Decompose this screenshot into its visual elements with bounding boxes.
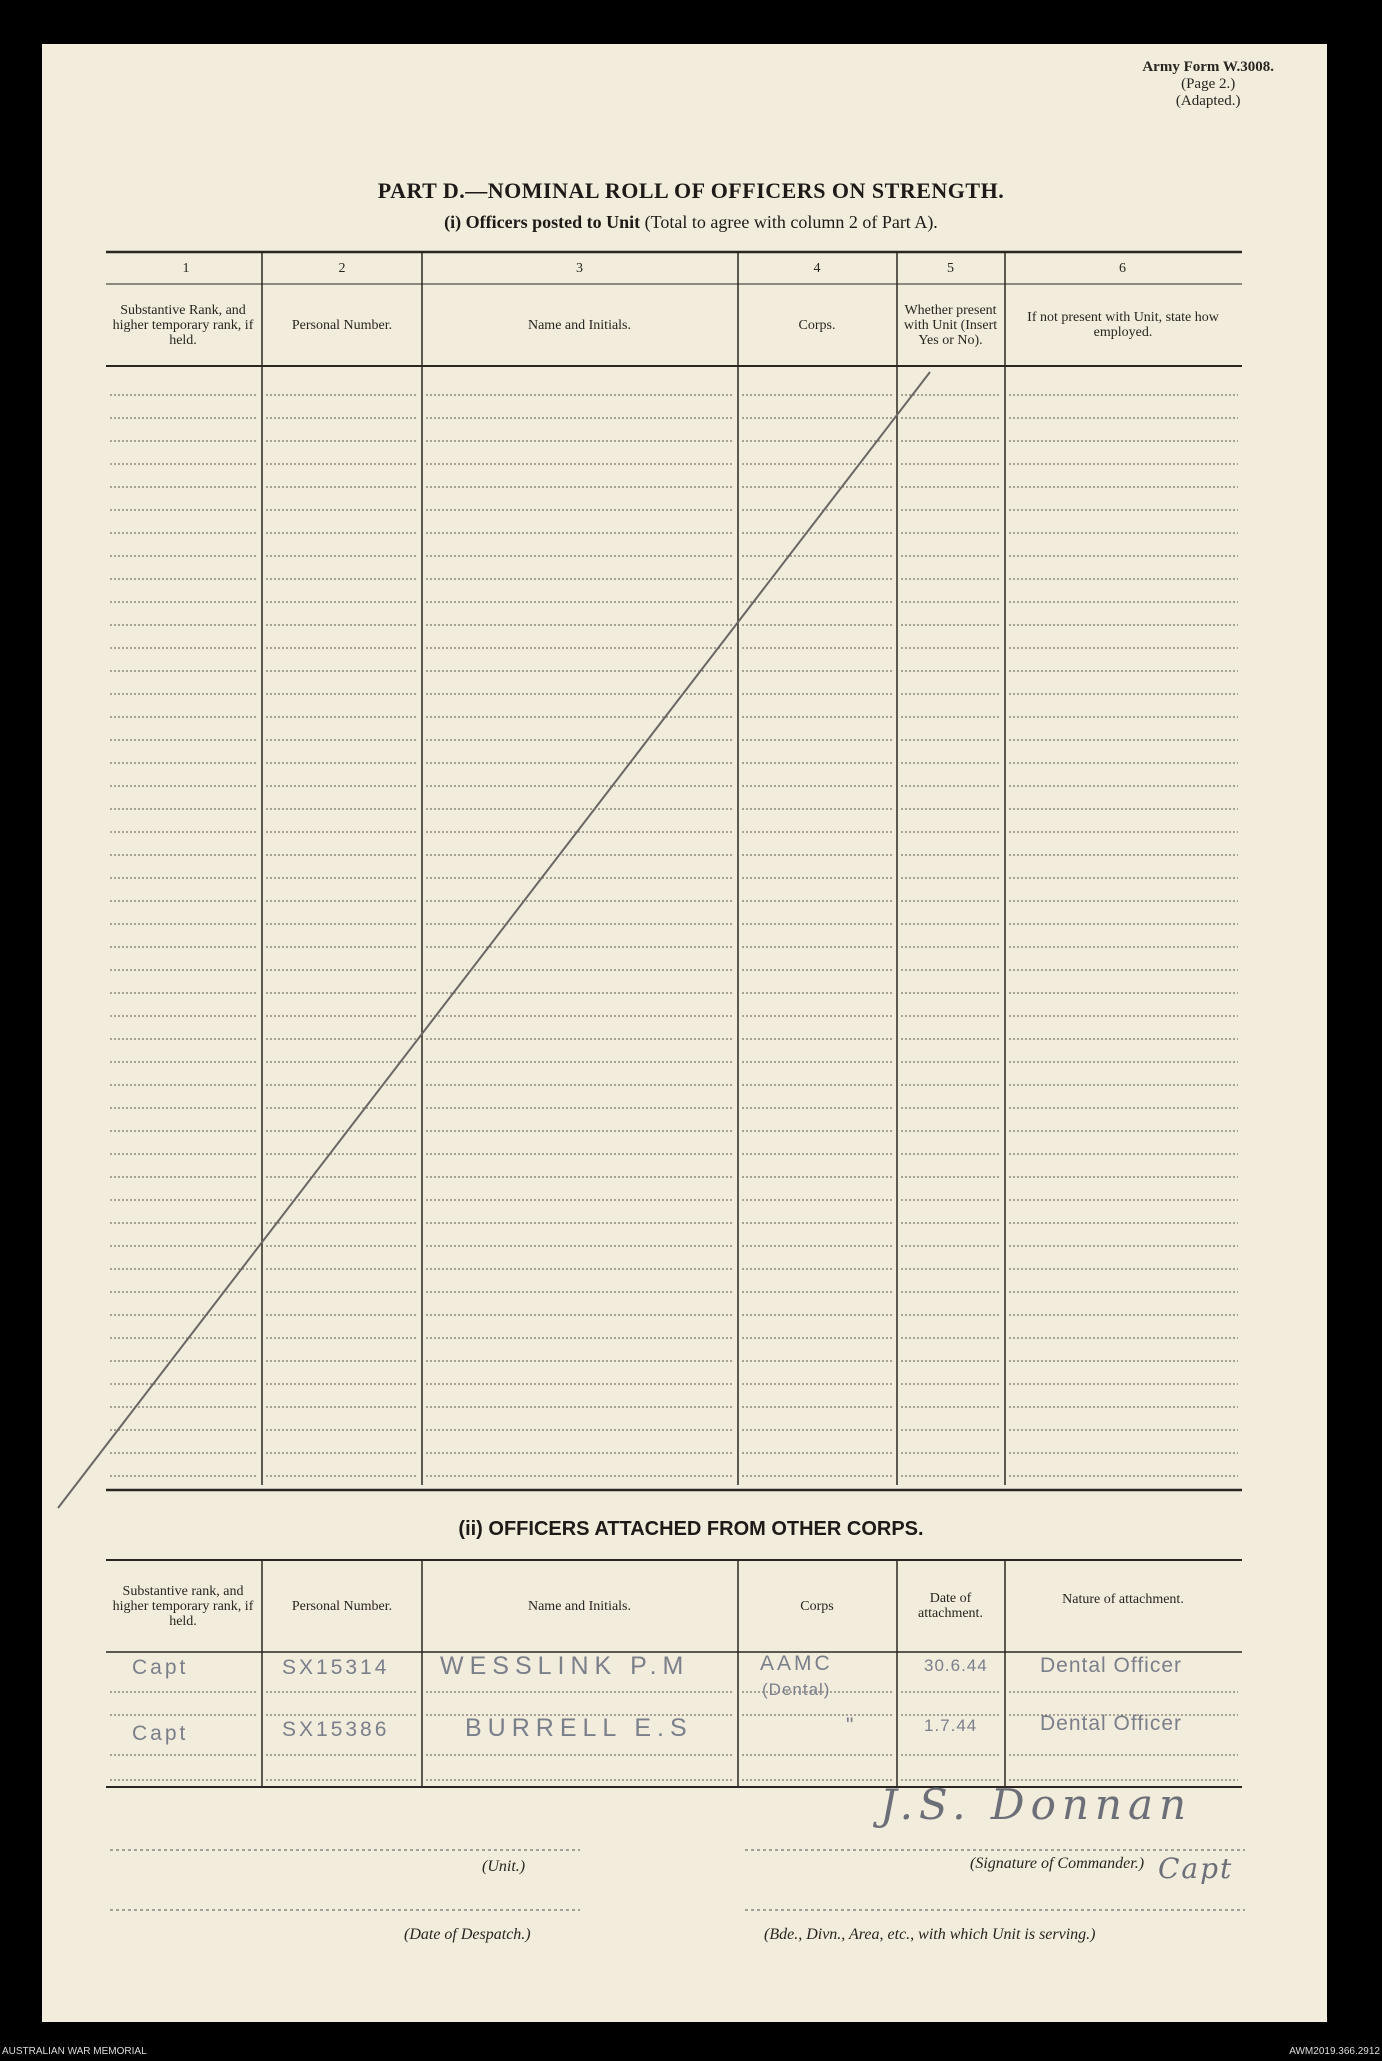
col-num-2: 2 <box>338 261 346 276</box>
form-page: (Page 2.) <box>1181 76 1236 92</box>
commander-signature: J.S. Donnan <box>880 1780 1193 1829</box>
row2-rank: Capt <box>132 1722 189 1745</box>
unit-caption: (Unit.) <box>482 1858 526 1875</box>
signature-caption: (Signature of Commander.) <box>970 1855 1145 1872</box>
commander-rank: Capt <box>1158 1852 1234 1885</box>
row2-corps: " <box>846 1714 857 1737</box>
row1-corps: AAMC <box>760 1652 833 1675</box>
row2-nature: Dental Officer <box>1040 1712 1182 1735</box>
att-header-corps: Corps <box>800 1598 834 1614</box>
row1-name: WESSLINK P.M <box>440 1652 690 1680</box>
row1-date: 30.6.44 <box>924 1656 988 1675</box>
header-rank: Substantive Rank, and higher temporary rank, if held. <box>112 302 254 348</box>
part-d-title: PART D.—NOMINAL ROLL OF OFFICERS ON STRENGTH. <box>377 178 1005 203</box>
att-header-name: Name and Initials. <box>527 1598 632 1614</box>
caption-right: AWM2019.366.2912 <box>1289 2046 1380 2057</box>
col-num-6: 6 <box>1119 261 1126 276</box>
row1-corps-note: (Dental) <box>762 1680 831 1699</box>
header-name: Name and Initials. <box>527 317 632 333</box>
row1-rank: Capt <box>132 1656 189 1679</box>
caption-left: AUSTRALIAN WAR MEMORIAL <box>2 2046 147 2057</box>
att-header-rank: Substantive rank, and higher temporary rank, if held. <box>112 1583 254 1629</box>
row1-number: SX15314 <box>282 1656 390 1679</box>
bde-caption: (Bde., Divn., Area, etc., with which Unit is serving.) <box>764 1926 1096 1943</box>
officers-table-lines <box>106 252 1242 1490</box>
header-personal-number: Personal Number. <box>291 317 393 333</box>
subtitle-bold: (i) Officers posted to Unit <box>444 212 641 232</box>
row2-name: BURRELL E.S <box>465 1714 693 1742</box>
form-adapted: (Adapted.) <box>1175 93 1241 109</box>
col-num-3: 3 <box>576 261 583 276</box>
row2-number: SX15386 <box>282 1718 390 1741</box>
att-header-nature: Nature of attachment. <box>1062 1592 1184 1607</box>
header-corps: Corps. <box>798 317 836 333</box>
row1-nature: Dental Officer <box>1040 1654 1182 1677</box>
form-number: Army Form W.3008. <box>1142 59 1274 75</box>
subtitle-rest: (Total to agree with column 2 of Part A). <box>640 212 938 232</box>
row2-date: 1.7.44 <box>924 1716 978 1735</box>
col-num-5: 5 <box>947 261 954 276</box>
header-how-employed: If not present with Unit, state how employed. <box>1027 310 1219 340</box>
attached-title: (ii) OFFICERS ATTACHED FROM OTHER CORPS. <box>458 1518 924 1540</box>
col-num-1: 1 <box>182 261 190 276</box>
att-header-personal-number: Personal Number. <box>291 1598 393 1614</box>
header-present: Whether present with Unit (Insert Yes or No). <box>903 302 998 348</box>
date-caption: (Date of Despatch.) <box>404 1926 531 1943</box>
att-header-date: Date of attachment. <box>918 1591 983 1621</box>
col-num-4: 4 <box>813 261 821 276</box>
